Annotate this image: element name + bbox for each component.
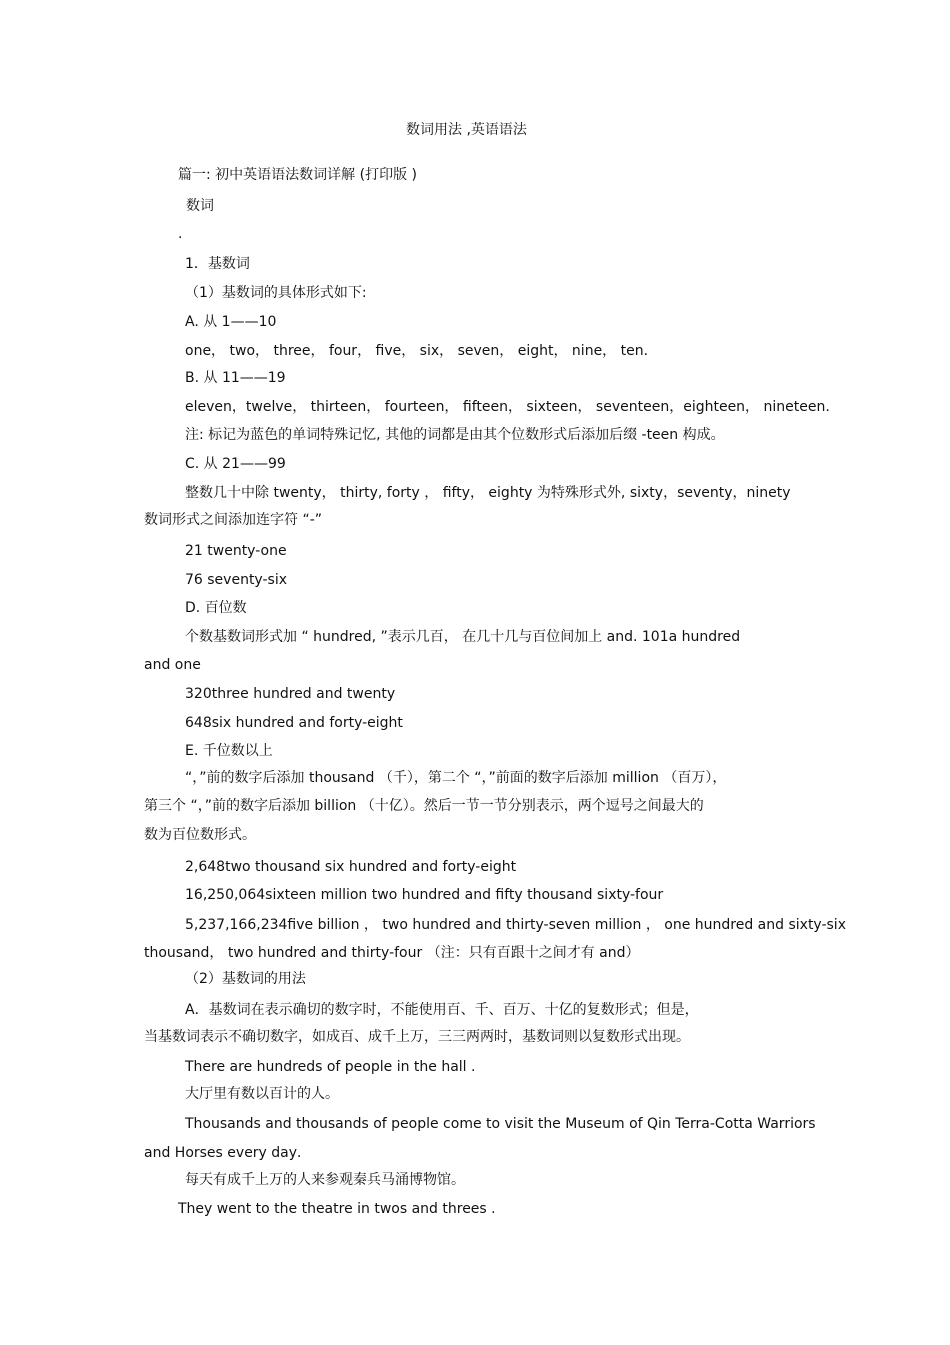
text-line: eleven，twelve， thirteen， fourteen， fifteen， sixteen， seventeen，eighteen， nineteen. — [185, 399, 830, 415]
text-line: 注: 标记为蓝色的单词特殊记忆, 其他的词都是由其个位数形式后添加后缀 -teen 构成。 — [185, 427, 725, 443]
example-sentence: Thousands and thousands of people come to visit the Museum of Qin Terra-Cotta Warriors — [185, 1116, 816, 1132]
example-sentence: There are hundreds of people in the hall . — [185, 1059, 476, 1075]
text-line: B. 从 11——19 — [185, 370, 286, 386]
text-line: （1）基数词的具体形式如下: — [185, 285, 367, 301]
text-line: 16,250,064sixteen million two hundred and fifty thousand sixty-four — [185, 887, 664, 903]
subheading: 1．基数词 — [185, 256, 250, 272]
text-line: 5,237,166,234five billion ， two hundred and thirty-seven million ， one hundred and sixty-six — [185, 917, 846, 933]
subheading: （2）基数词的用法 — [185, 971, 306, 987]
text-line: and one — [144, 657, 201, 673]
text-line: 76 seventy-six — [185, 572, 287, 588]
text-line: A．基数词在表示确切的数字时，不能使用百、千、百万、十亿的复数形式；但是， — [185, 1002, 699, 1018]
text-line: 数词形式之间添加连字符 “-” — [144, 512, 323, 528]
text-line: 数词 — [186, 198, 214, 214]
text-line: 当基数词表示不确切数字，如成百、成千上万，三三两两时，基数词则以复数形式出现。 — [144, 1029, 690, 1045]
document-title: 数词用法 ,英语语法 — [406, 122, 527, 138]
text-line: A. 从 1——10 — [185, 314, 277, 330]
text-line: 648six hundred and forty-eight — [185, 715, 403, 731]
text-line: 第三个 “，”前的数字后添加 billion （十亿）。然后一节一节分别表示，两个逗号之间最大的 — [144, 798, 704, 814]
text-line: . — [178, 226, 183, 242]
example-sentence: and Horses every day． — [144, 1145, 312, 1161]
text-line: thousand， two hundred and thirty-four （注：只有百跟十之间才有 and） — [144, 945, 640, 961]
text-line: 整数几十中除 twenty， thirty, forty ， fifty， eighty 为特殊形式外, sixty，seventy，ninety — [185, 485, 791, 501]
example-sentence: They went to the theatre in twos and threes . — [178, 1201, 496, 1217]
text-line: D. 百位数 — [185, 600, 247, 616]
text-line: 数为百位数形式。 — [144, 827, 256, 843]
text-line: E. 千位数以上 — [185, 743, 273, 759]
text-line: 21 twenty-one — [185, 543, 287, 559]
text-line: “，”前的数字后添加 thousand （千），第二个 “，”前面的数字后添加 million （百万）， — [185, 770, 727, 786]
example-translation: 每天有成千上万的人来参观秦兵马涌博物馆。 — [185, 1172, 465, 1188]
text-line: 个数基数词形式加 “ hundred, ”表示几百， 在几十几与百位间加上 and. 101a hundred — [185, 629, 741, 645]
section-heading: 篇一: 初中英语语法数词详解 (打印版 ) — [178, 167, 417, 183]
text-line: C. 从 21——99 — [185, 456, 286, 472]
text-line: 320three hundred and twenty — [185, 686, 396, 702]
text-line: one， two， three， four， five， six， seven， eight， nine， ten． — [185, 343, 658, 359]
text-line: 2,648two thousand six hundred and forty-eight — [185, 859, 517, 875]
example-translation: 大厅里有数以百计的人。 — [185, 1086, 339, 1102]
